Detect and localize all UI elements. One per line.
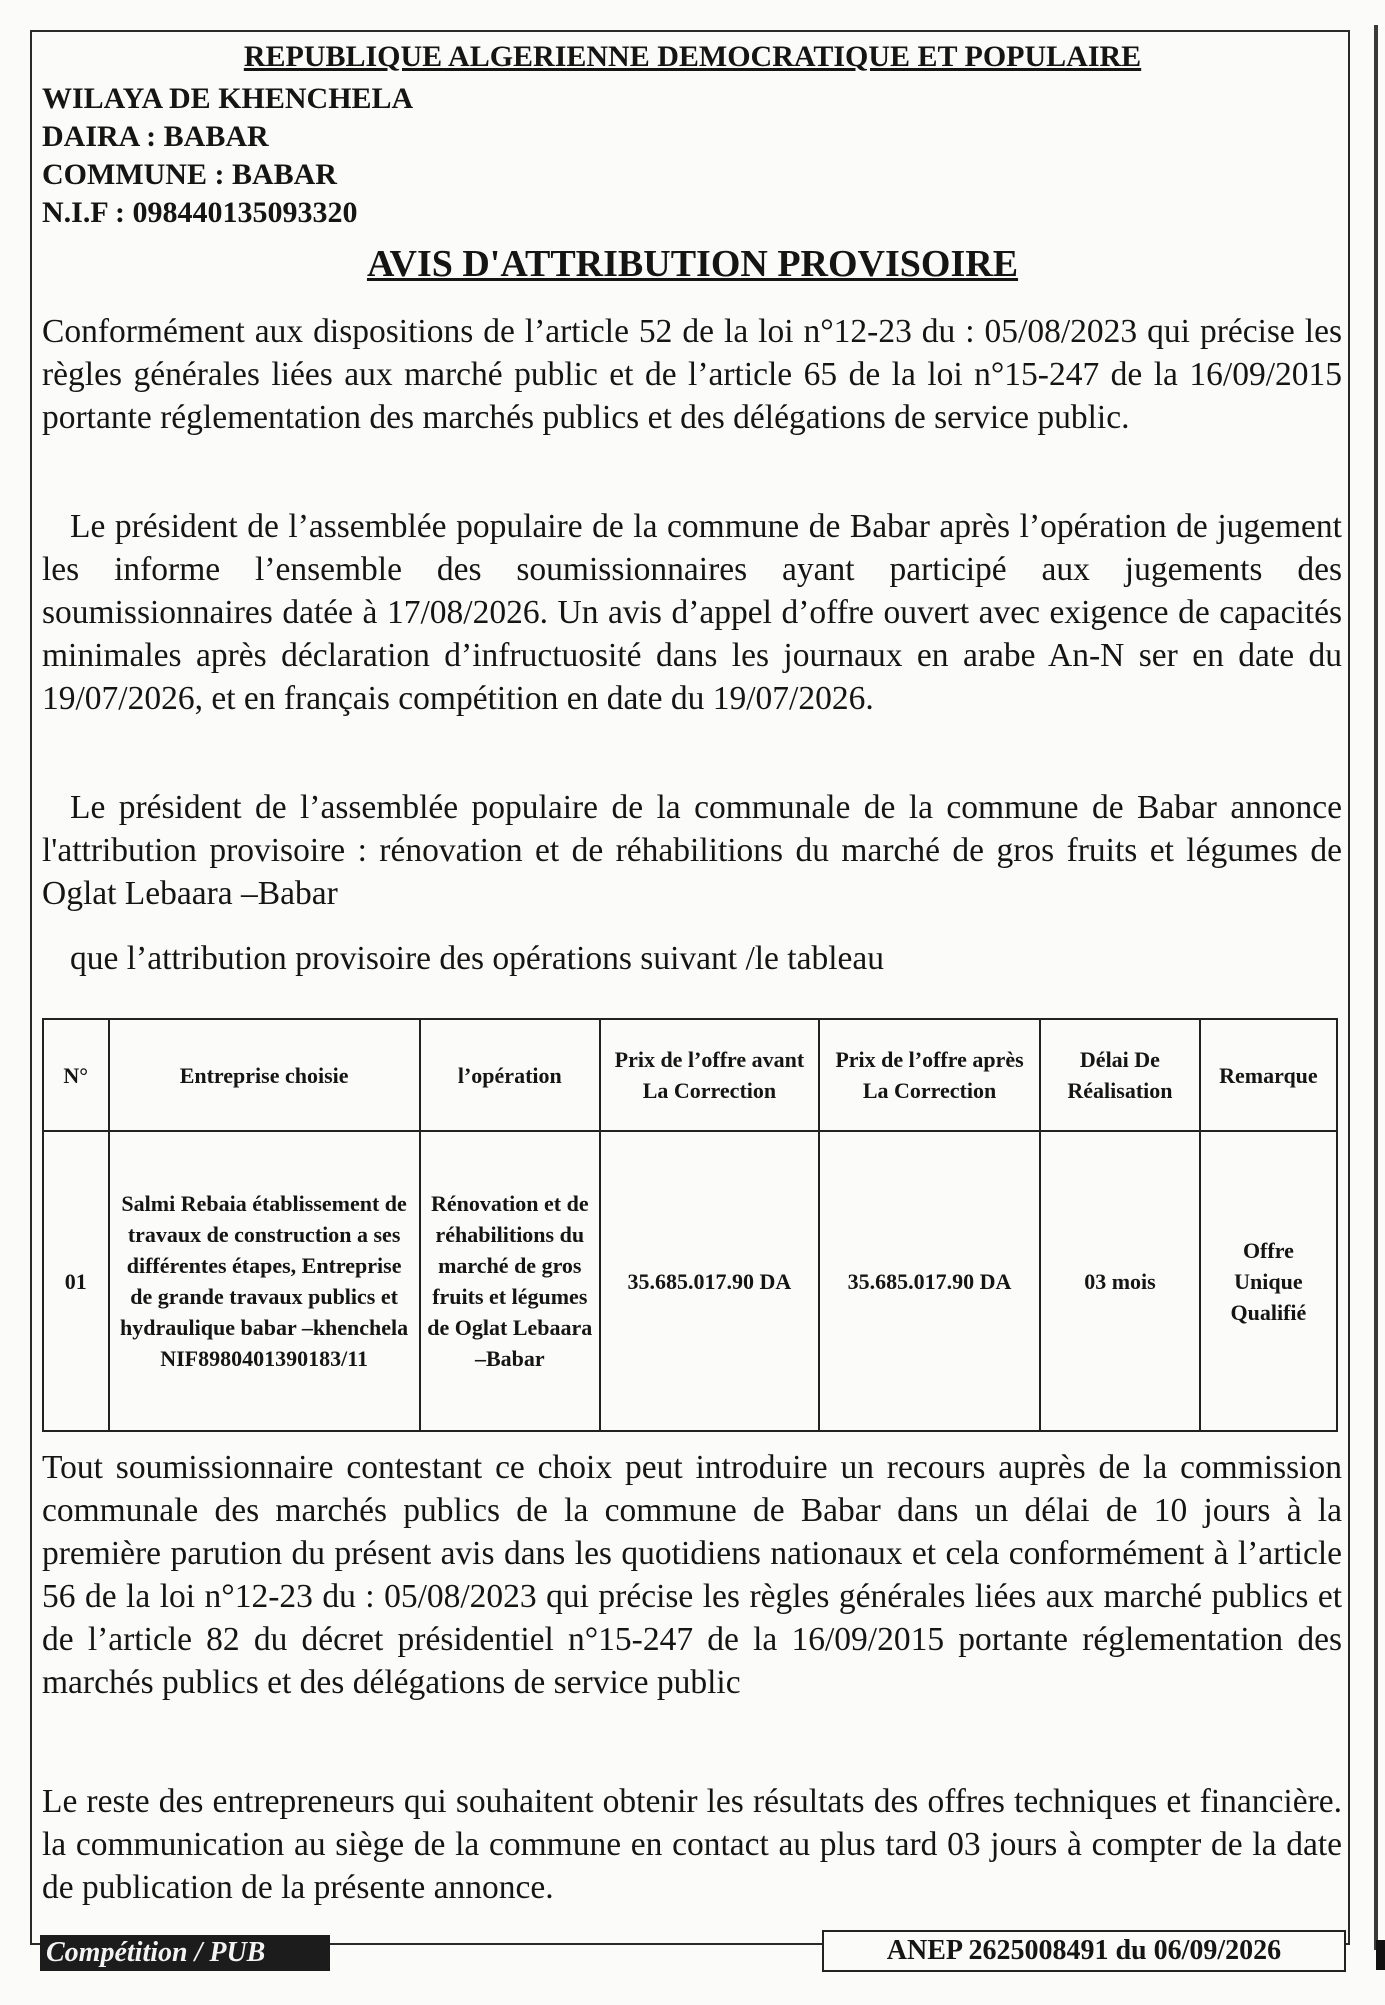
cell-delay: 03 mois: [1040, 1131, 1200, 1431]
anep-reference: ANEP 2625008491 du 06/09/2026: [822, 1930, 1346, 1972]
publication-source-label: Compétition / PUB: [40, 1935, 330, 1971]
commune-line: COMMUNE : BABAR: [42, 158, 337, 191]
corner-mark: [1376, 1940, 1385, 1970]
header-price-before: Prix de l’offre avant La Correction: [600, 1019, 819, 1131]
table-row: [43, 1131, 1337, 1431]
cell-remark: Offre Unique Qualifié: [1200, 1131, 1337, 1431]
nif-line: N.I.F : 098440135093320: [42, 196, 358, 229]
header-entreprise: Entreprise choisie: [109, 1019, 420, 1131]
table-header-row: [43, 1019, 1337, 1131]
cell-operation: Rénovation et de réhabilitions du marché de gros fruits et légumes de Oglat Lebaara –Babar: [420, 1131, 600, 1431]
page-edge-line: [1374, 25, 1378, 1950]
notice-title: AVIS D'ATTRIBUTION PROVISOIRE: [366, 243, 1019, 285]
wilaya-line: WILAYA DE KHENCHELA: [42, 82, 414, 115]
republic-heading: REPUBLIQUE ALGERIENNE DEMOCRATIQUE ET POPULAIRE: [243, 40, 1142, 73]
cell-number: 01: [43, 1131, 109, 1431]
paragraph-legal-basis: Conformément aux dispositions de l’article 52 de la loi n°12-23 du : 05/08/2023 qui précise les règles générales liées aux marché public et de l’article 65 de la loi n°15-247 de la 16/09/2015 portante réglementation des marchés publics et des délégations de service public.: [42, 313, 1342, 436]
cell-price-before: 35.685.017.90 DA: [600, 1131, 819, 1431]
header-operation: l’opération: [420, 1019, 600, 1131]
paragraph-results: Le reste des entrepreneurs qui souhaitent obtenir les résultats des offres techniques et financière. la communication au siège de la commune en contact au plus tard 03 jours à compter de la date de publication de la présente annonce.: [42, 1783, 1342, 1906]
daira-line: DAIRA : BABAR: [42, 120, 269, 153]
paragraph-appeal: Tout soumissionnaire contestant ce choix peut introduire un recours auprès de la commission communale des marchés publics de la commune de Babar dans un délai de 10 jours à la première parution du présent avis dans les quotidiens nationaux et cela conformément à l’article 56 de la loi n°12-23 du : 05/08/2023 qui précise les règles générales liées aux marché publics et de l’article 82 du décret présidentiel n°15-247 de la 16/09/2015 portante réglementation des marchés publics et des délégations de service public: [42, 1449, 1342, 1701]
header-number: N°: [43, 1019, 109, 1131]
paragraph-announcement: Le président de l’assemblée populaire de la communale de la commune de Babar annonce l'attribution provisoire : rénovation et de réhabilitions du marché de gros fruits et légumes de Oglat Lebaara –Babar: [42, 789, 1342, 912]
header-remark: Remarque: [1200, 1019, 1337, 1131]
header-price-after: Prix de l’offre après La Correction: [819, 1019, 1040, 1131]
paragraph-table-intro: que l’attribution provisoire des opérations suivant /le tableau: [70, 940, 885, 977]
cell-entreprise: Salmi Rebaia établissement de travaux de construction a ses différentes étapes, Entreprise de grande travaux publics et hydraulique babar –khenchela NIF8980401390183/11: [109, 1131, 420, 1431]
attribution-table: [42, 1018, 1338, 1432]
header-delay: Délai De Réalisation: [1040, 1019, 1200, 1131]
cell-price-after: 35.685.017.90 DA: [819, 1131, 1040, 1431]
paragraph-judgement: Le président de l’assemblée populaire de la commune de Babar après l’opération de jugement les informe l’ensemble des soumissionnaires ayant participé aux jugements des soumissionnaires datée à 17/08/2026. Un avis d’appel d’offre ouvert avec exigence de capacités minimales après déclaration d’infructuosité dans les journaux en arabe An-N ser en date du 19/07/2026, et en français compétition en date du 19/07/2026.: [42, 508, 1342, 717]
